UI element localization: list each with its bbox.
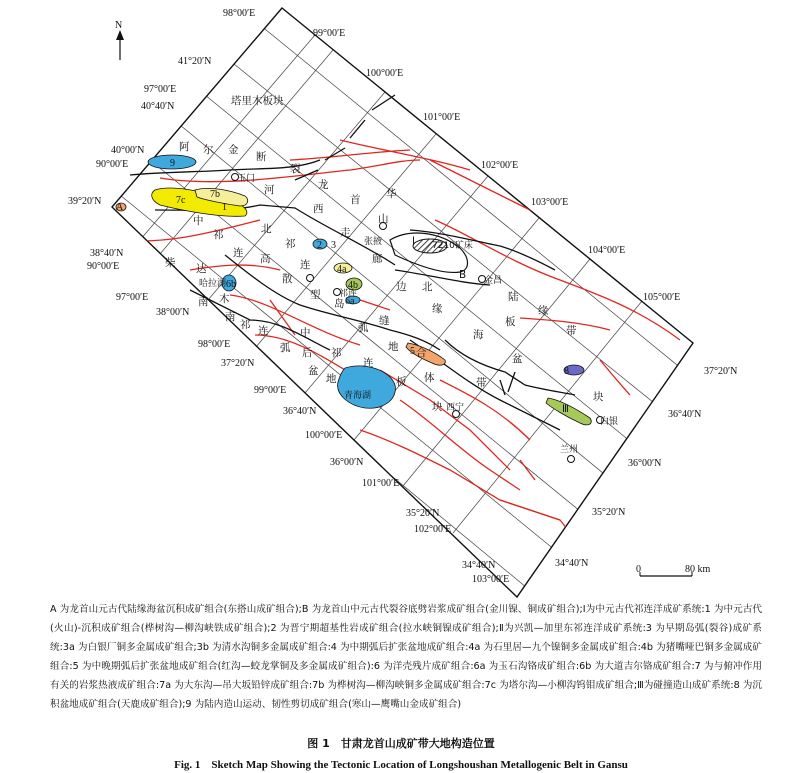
lon-103: 103°00′E (531, 197, 569, 208)
lon-100: 100°00′E (366, 68, 404, 79)
label-xining: 西宁 (446, 403, 465, 413)
svg-text:缘: 缘 (538, 305, 549, 317)
svg-text:达: 达 (196, 263, 207, 275)
svg-text:后: 后 (302, 347, 313, 359)
label-jinchang: 金昌 (484, 276, 503, 286)
right-lat-3640: 36°40′N (668, 409, 702, 420)
svg-text:连: 连 (258, 325, 269, 337)
town-lanzhou (568, 456, 575, 463)
svg-text:7c: 7c (176, 195, 186, 206)
svg-text:缘: 缘 (432, 303, 443, 315)
svg-text:带: 带 (476, 377, 487, 389)
svg-text:南: 南 (198, 296, 209, 308)
lon-97b: 97°00′E (116, 292, 149, 303)
svg-text:尔: 尔 (203, 144, 214, 156)
svg-text:华: 华 (386, 188, 397, 200)
lon-102b: 102°00′E (414, 524, 452, 535)
label-qilian: 祁连 (339, 289, 358, 299)
svg-text:6a: 6a (345, 296, 355, 307)
svg-text:Ⅰ: Ⅰ (412, 236, 415, 247)
label-jinchuan: 7210矿床 (432, 241, 473, 251)
svg-text:柴: 柴 (165, 257, 176, 269)
right-lat-3520: 35°20′N (592, 507, 626, 518)
label-tarim: 塔里木板块 (231, 95, 284, 107)
right-lat-3720: 37°20′N (704, 366, 738, 377)
svg-text:板: 板 (505, 316, 516, 328)
lon-98: 98°00′E (223, 8, 256, 19)
svg-text:连: 连 (233, 247, 244, 259)
lon-90b: 90°00′E (87, 261, 120, 272)
lon-100b: 100°00′E (305, 430, 343, 441)
right-lat-3600: 36°00′N (628, 458, 662, 469)
svg-text:木: 木 (219, 293, 230, 305)
label-lanzhou: 兰州 (560, 445, 579, 455)
svg-text:中: 中 (300, 327, 311, 339)
svg-text:A: A (116, 202, 124, 213)
label-halahu: 哈拉湖 (199, 279, 227, 289)
scale-zero: 0 (636, 564, 641, 575)
lon-97: 97°00′E (144, 84, 177, 95)
label-yumen: 玉门 (237, 174, 256, 184)
svg-text:Ⅲ: Ⅲ (562, 404, 569, 415)
svg-text:断: 断 (256, 151, 267, 163)
svg-text:体: 体 (424, 372, 435, 384)
north-label: N (115, 20, 123, 31)
svg-text:2: 2 (317, 240, 322, 251)
figure-title-cn: 图 1 甘肃龙首山成矿带大地构造位置 (307, 737, 495, 750)
label-baiyin: 白银 (600, 417, 619, 427)
lat-3440: 34°40′N (462, 560, 496, 571)
svg-text:散: 散 (282, 273, 293, 285)
lon-90a: 90°00′E (96, 159, 129, 170)
svg-text:型: 型 (310, 289, 321, 301)
lon-99: 99°00′E (313, 28, 346, 39)
svg-text:走: 走 (340, 227, 351, 239)
svg-text:7b: 7b (210, 189, 220, 200)
lon-101b: 101°00′E (362, 478, 400, 489)
lat-3800: 38°00′N (156, 307, 190, 318)
qinghai-lake (338, 366, 396, 408)
lon-103b: 103°00′E (472, 574, 510, 585)
svg-text:祁: 祁 (213, 229, 224, 241)
svg-text:弧: 弧 (358, 322, 369, 334)
svg-text:块: 块 (593, 391, 604, 403)
svg-text:8: 8 (564, 366, 569, 377)
svg-text:龙: 龙 (318, 179, 329, 191)
svg-text:弧: 弧 (280, 342, 291, 354)
svg-text:连: 连 (363, 357, 374, 369)
svg-text:高: 高 (260, 253, 271, 265)
svg-text:西: 西 (313, 203, 324, 215)
svg-text:盆: 盆 (512, 353, 523, 365)
svg-text:地: 地 (326, 373, 337, 385)
svg-text:中: 中 (193, 215, 204, 227)
svg-text:北: 北 (422, 281, 433, 293)
lat-3520: 35°20′N (406, 508, 440, 519)
svg-text:裂: 裂 (290, 163, 301, 175)
label-qinghaihu: 青海湖 (344, 391, 372, 401)
svg-text:北: 北 (261, 223, 272, 235)
svg-text:南: 南 (225, 311, 236, 323)
lat-3920: 39°20′N (68, 196, 102, 207)
svg-text:B: B (459, 269, 467, 281)
town-other (307, 275, 314, 282)
svg-text:河: 河 (264, 184, 275, 196)
lon-102: 102°00′E (481, 160, 519, 171)
svg-text:9: 9 (170, 158, 175, 169)
figure-title-en: Fig. 1 Sketch Map Showing the Tectonic Location of Longshoushan Metallogenic Belt in Gansu (174, 759, 628, 771)
lat-3640: 36°40′N (283, 406, 317, 417)
svg-text:金: 金 (228, 144, 239, 156)
lon-104: 104°00′E (588, 245, 626, 256)
lat-3720: 37°20′N (221, 358, 255, 369)
svg-text:4b: 4b (348, 280, 358, 291)
svg-text:廊: 廊 (372, 253, 383, 265)
lon-98b: 98°00′E (198, 339, 231, 350)
svg-text:板: 板 (396, 376, 407, 388)
north-arrow-icon (116, 30, 124, 60)
svg-text:祁: 祁 (331, 347, 342, 359)
lat-3840: 38°40′N (90, 248, 124, 259)
svg-text:6b: 6b (226, 279, 236, 290)
svg-text:5: 5 (410, 346, 415, 357)
right-lat-3440: 34°40′N (555, 558, 589, 569)
svg-text:缝: 缝 (379, 315, 390, 327)
lon-101: 101°00′E (423, 112, 461, 123)
lat-4000: 40°00′N (111, 145, 145, 156)
svg-text:4a: 4a (337, 264, 347, 275)
svg-text:边: 边 (396, 281, 407, 293)
towns (232, 174, 604, 463)
lat-4040: 40°40′N (141, 101, 175, 112)
svg-text:连: 连 (300, 259, 311, 271)
svg-text:3: 3 (331, 240, 336, 251)
figure-caption: A 为龙首山元古代陆缘海盆沉积成矿组合(东搭山成矿组合);B 为龙首山中元古代裂谷底劈岩浆成矿组合(金川镍、铜成矿组合);Ⅰ为中元古代祁连洋成矿系统:1 为中元古代(火山)-沉积成矿组合(桦树沟—柳沟峡铁成矿组合);2 为晋宁期超基性岩成矿组合(拉水峡铜镍成矿组合);Ⅱ为兴凯—加里东祁连洋成矿系统:3 为早期岛弧(裂谷)成矿系统:3a 为白银厂铜多金属成矿组合;3b 为清水沟铜多金属成矿组合:4 为中期弧后扩张盆地成矿组合:4a 为石里居—九个镍铜多金属成矿组合:4b 为猪嘴哑巴铜多金属成矿组合:5 为中晚期弧后扩张盆地成矿组合(红沟—蛟龙掌铜及多金属成矿组合):6 为洋壳残片成矿组合:6a 为玉石沟铬成矿组合:6b 为大道吉尔铬成矿组合:7 为与俯冲作用有关的岩浆热液成矿组合:7a 为大东沟—吊大坂铅锌成矿组合:7b 为桦树沟—柳沟峡铜多金属成矿组合:7c 为塔尔沟—小柳沟钨钼成矿组合;Ⅲ为碰撞造山成矿系统:8 为沉积盆地成矿组合(天鹿成矿组合);9 为陆内造山运动、韧性剪切成矿组合(寒山—鹰嘴山金成矿组合) (50, 604, 762, 710)
lat-3600: 36°00′N (330, 457, 364, 468)
svg-text:陆: 陆 (508, 291, 519, 303)
svg-text:地: 地 (388, 341, 399, 353)
svg-text:祁: 祁 (240, 319, 251, 331)
svg-text:阿: 阿 (179, 141, 190, 153)
lon-99b: 99°00′E (254, 385, 287, 396)
lat-4120: 41°20′N (178, 56, 212, 67)
lon-105: 105°00′E (643, 292, 681, 303)
svg-text:祁: 祁 (285, 238, 296, 250)
svg-text:山: 山 (378, 213, 389, 225)
svg-text:带: 带 (566, 325, 577, 337)
svg-text:合: 合 (416, 347, 427, 359)
scale-label: 80 km (685, 564, 711, 575)
svg-text:块: 块 (432, 401, 443, 413)
svg-text:1: 1 (222, 202, 227, 213)
label-zhangye: 张掖 (364, 237, 383, 247)
svg-text:岛: 岛 (334, 298, 345, 310)
svg-text:首: 首 (350, 194, 361, 206)
svg-text:盆: 盆 (308, 365, 319, 377)
svg-text:海: 海 (473, 329, 484, 341)
